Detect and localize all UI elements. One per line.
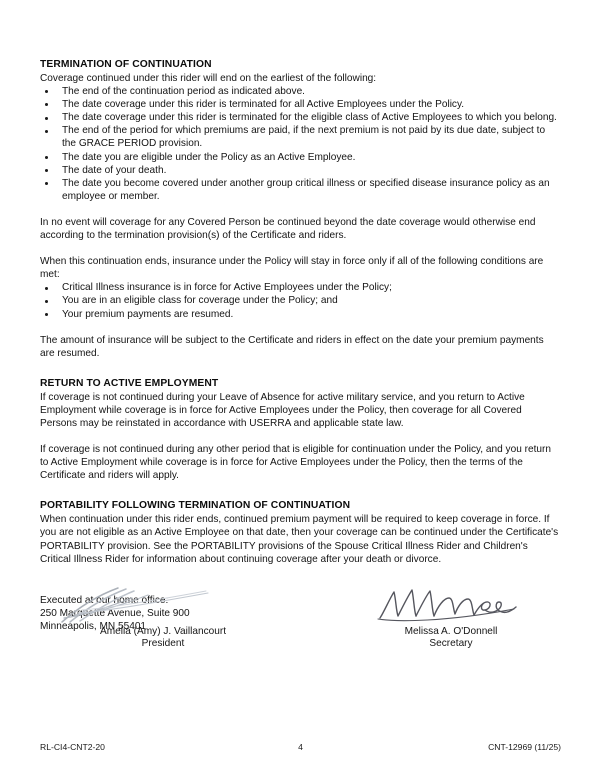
list-item-text: The end of the continuation period as indicated above. xyxy=(62,86,305,98)
paragraph-no-event: In no event will coverage for any Covered Person be continued beyond the date coverage would otherwise end according to the termination provision(s) of the Certificate and riders. xyxy=(40,216,536,242)
bullet-icon xyxy=(45,169,48,172)
signature-block xyxy=(40,582,561,662)
list-item xyxy=(40,151,561,164)
signature-name: Amelia (Amy) J. Vaillancourt xyxy=(99,626,227,637)
paragraph-return-2: If coverage is not continued during any other period that is eligible for continuation under the Policy, and you return to Active Employment while coverage is in force for Active Employees under the Policy, then the terms of the Certificate and riders will apply. xyxy=(40,444,551,482)
signature-column-secretary xyxy=(336,582,566,651)
executed-line-1: Executed at our home office: xyxy=(40,594,169,606)
list-item xyxy=(40,294,561,307)
bullet-icon xyxy=(45,300,48,303)
list-item xyxy=(40,164,561,177)
heading-return-to-active-employment: RETURN TO ACTIVE EMPLOYMENT xyxy=(40,377,219,389)
heading-portability: PORTABILITY FOLLOWING TERMINATION OF CONTINUATION xyxy=(40,500,351,512)
document-body xyxy=(40,58,561,633)
paragraph-portability: When continuation under this rider ends, continued premium payment will be required to keep coverage in force. If you are not eligible as an Active Employee on that date, then your coverage can be continued under the Certificate's PORTABILITY provision. See the PORTABILITY provisions of the Spouse Critical Illness Rider and Children's Critical Illness Rider for information about continuing coverage after your death or divorce. xyxy=(40,514,559,565)
list-item-text: Your premium payments are resumed. xyxy=(62,308,234,320)
list-item xyxy=(40,85,561,98)
list-item-text: The date of your death. xyxy=(62,164,167,176)
spacer xyxy=(40,482,561,499)
list-item-text: You are in an eligible class for coverage under the Policy; and xyxy=(62,295,338,307)
list-item-text: The date coverage under this rider is terminated for the eligible class of Active Employees to which you belong. xyxy=(62,112,557,124)
spacer xyxy=(40,566,561,583)
bullet-icon xyxy=(45,130,48,133)
footer-page-number: 4 xyxy=(298,742,303,752)
bullet-icon xyxy=(45,90,48,93)
list-item xyxy=(40,98,561,111)
paragraph-when-continuation-ends: When this continuation ends, insurance under the Policy will stay in force only if all of the following conditions are met: xyxy=(40,256,544,281)
spacer xyxy=(40,360,561,377)
list-continuation-conditions xyxy=(40,281,561,320)
executed-line-3: Minneapolis, MN 55401 xyxy=(40,620,147,632)
list-item xyxy=(40,124,561,150)
signature-name: Melissa A. O'Donnell xyxy=(404,626,498,637)
spacer xyxy=(40,242,561,255)
footer-form-number: RL-CI4-CNT2-20 xyxy=(40,742,105,752)
footer-document-code: CNT-12969 (11/25) xyxy=(488,742,561,752)
spacer xyxy=(40,430,561,443)
list-item-text: The date you are eligible under the Policy as an Active Employee. xyxy=(62,151,356,163)
paragraph-termination-intro: Coverage continued under this rider will end on the earliest of the following: xyxy=(40,73,377,84)
list-item-text: The date coverage under this rider is terminated for all Active Employees under the Policy. xyxy=(62,99,465,111)
bullet-icon xyxy=(45,313,48,316)
paragraph-amount-of-insurance: The amount of insurance will be subject to the Certificate and riders in effect on the date your premium payments are resumed. xyxy=(40,334,544,359)
list-item xyxy=(40,281,561,294)
executed-line-2: 250 Marquette Avenue, Suite 900 xyxy=(40,607,190,619)
list-item-text: The date you become covered under another group critical illness or specified disease insurance policy as an employee or member. xyxy=(62,177,550,202)
signature-title: President xyxy=(141,638,185,650)
page-footer xyxy=(40,742,561,756)
list-termination-conditions xyxy=(40,85,561,203)
handwritten-signature-icon xyxy=(48,582,278,626)
bullet-icon xyxy=(45,117,48,120)
spacer xyxy=(40,321,561,334)
bullet-icon xyxy=(45,103,48,106)
bullet-icon xyxy=(45,156,48,159)
signature-column-president xyxy=(48,582,278,651)
bullet-icon xyxy=(45,287,48,290)
spacer xyxy=(40,203,561,216)
list-item xyxy=(40,111,561,124)
list-item-text: Critical Illness insurance is in force for Active Employees under the Policy; xyxy=(62,282,392,294)
paragraph-return-1: If coverage is not continued during your Leave of Absence for active military service, and you return to Active Employment while coverage is in force for Active Employees under the Policy, then coverage for all Covered Persons may be reinstated in accordance with USERRA and applicable state law. xyxy=(40,391,525,429)
handwritten-signature-icon xyxy=(336,582,566,626)
list-item-text: The end of the period for which premiums are paid, if the next premium is not paid by its due date, subject to the GRACE PERIOD provision. xyxy=(62,125,546,150)
list-item xyxy=(40,308,561,321)
list-item xyxy=(40,177,561,203)
signature-title: Secretary xyxy=(429,638,473,650)
heading-termination-of-continuation: TERMINATION OF CONTINUATION xyxy=(40,59,212,70)
bullet-icon xyxy=(45,182,48,185)
